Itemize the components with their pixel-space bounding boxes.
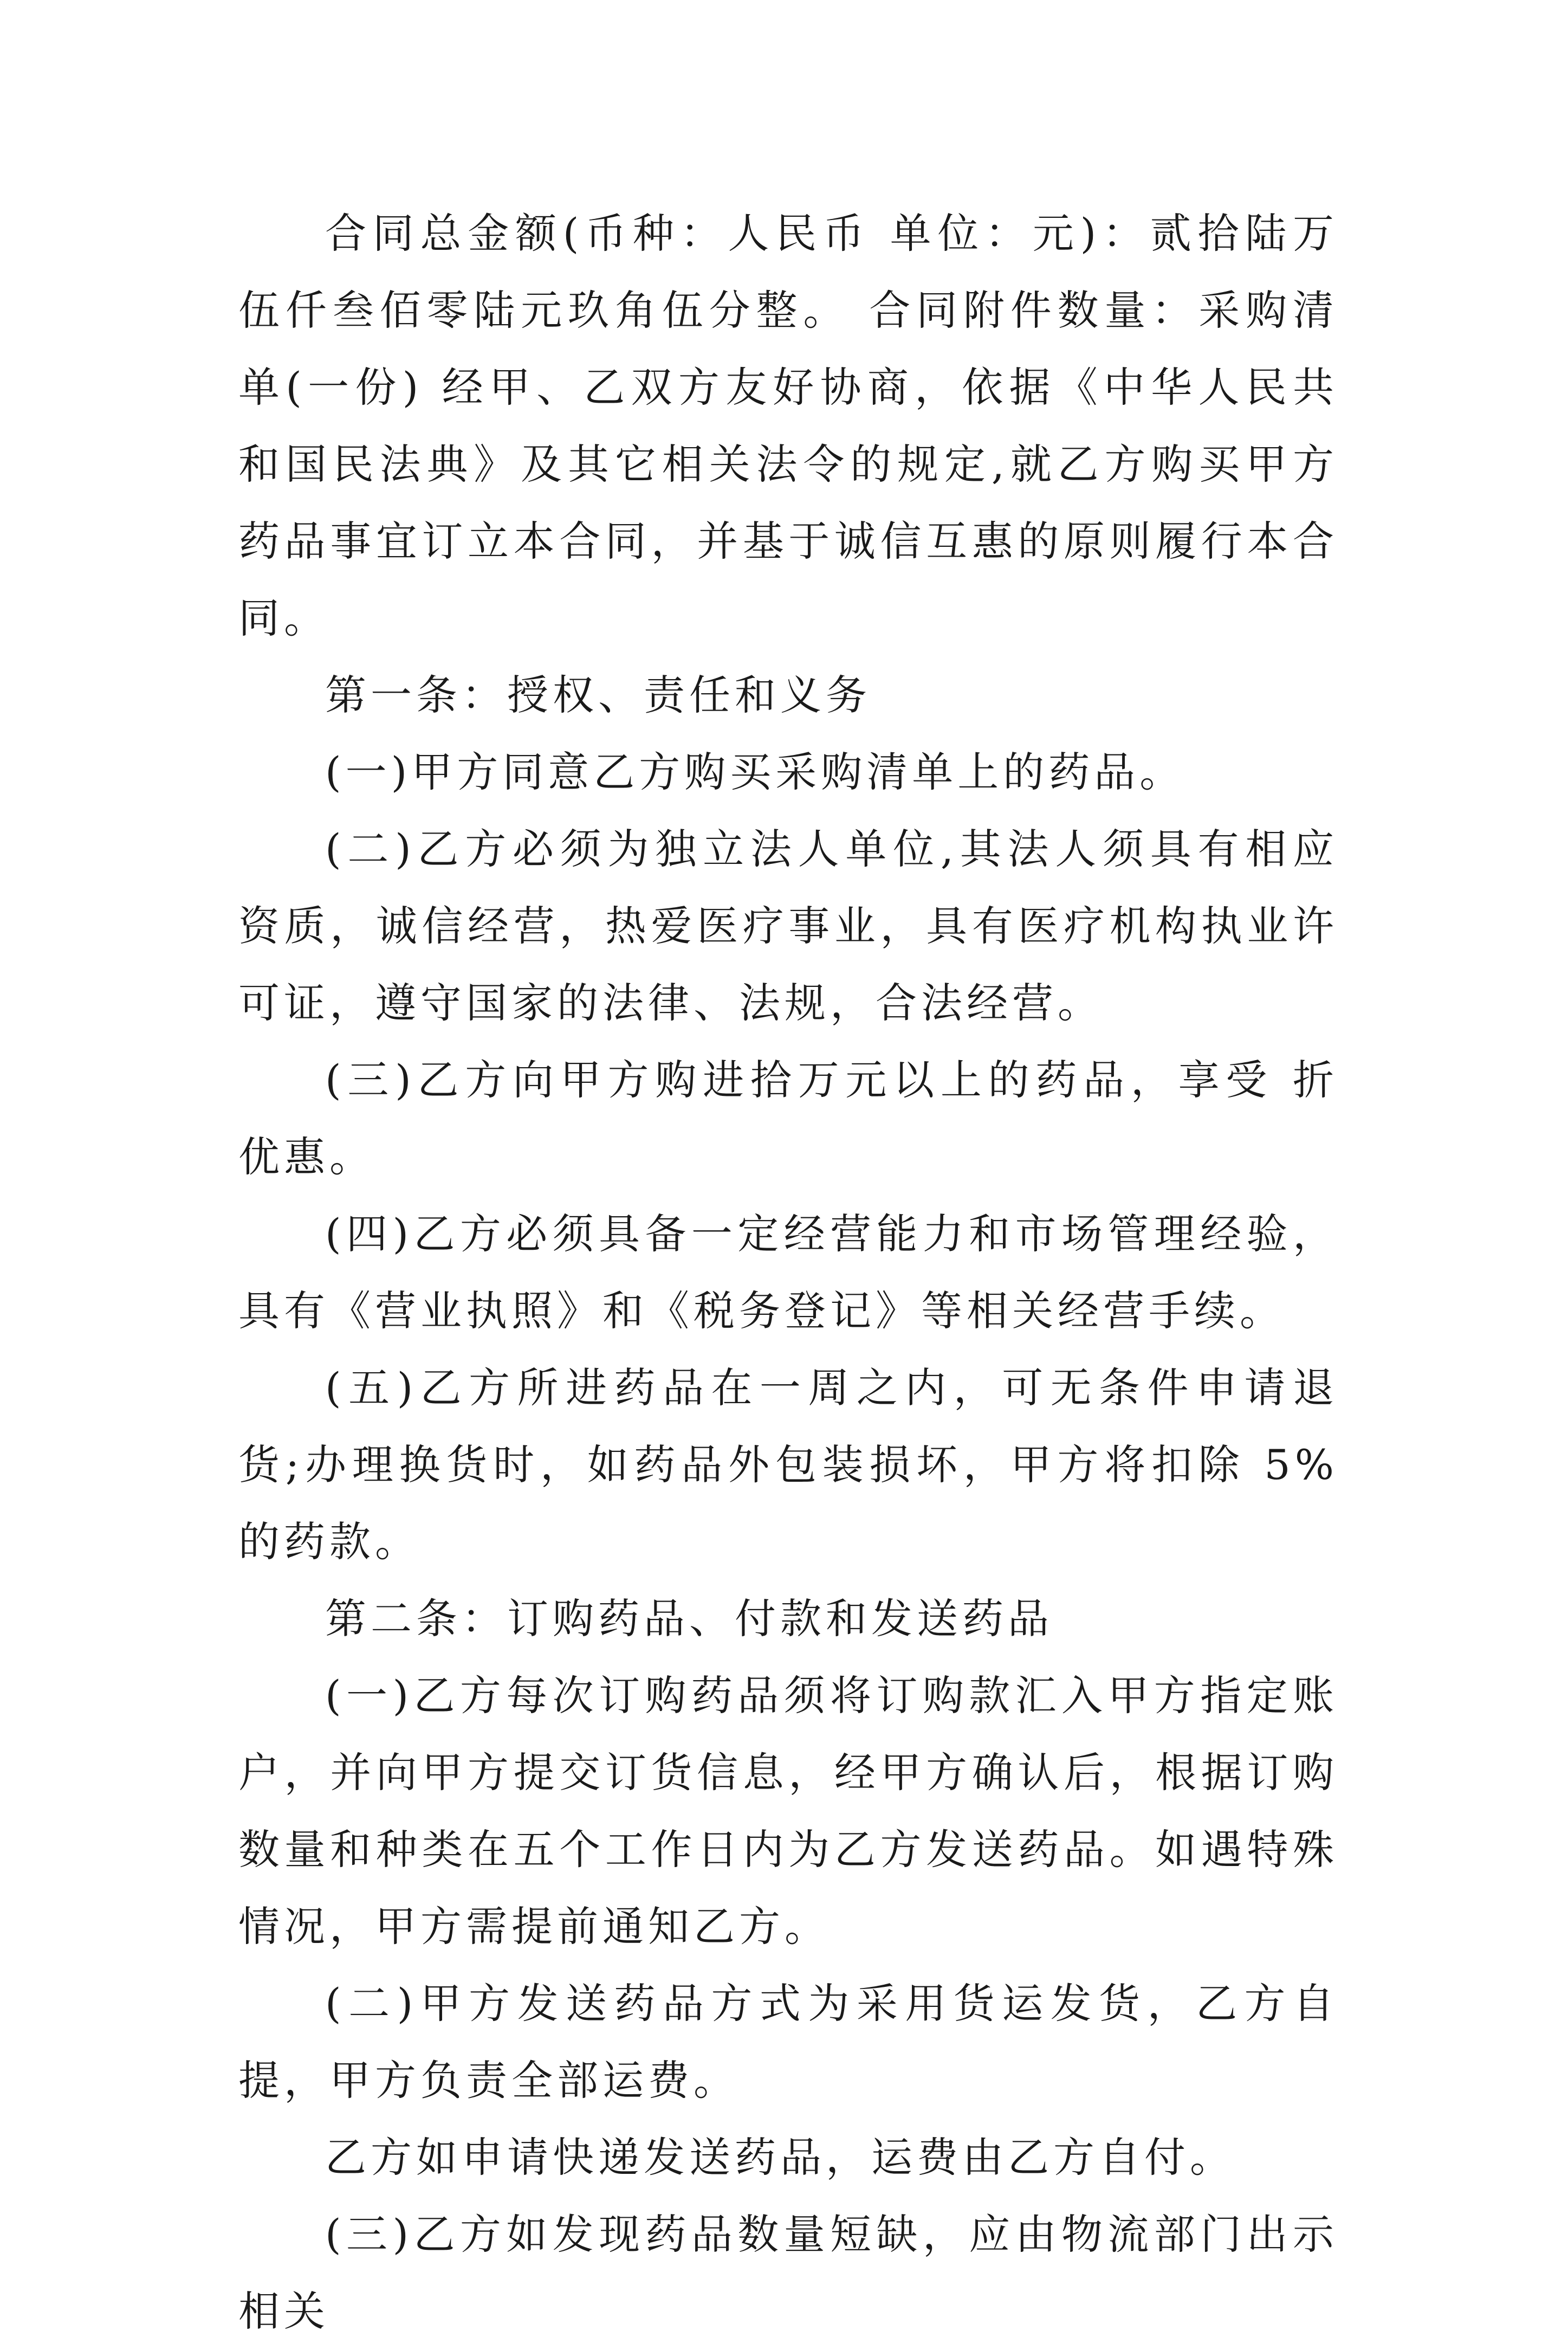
article-1-clause-1: (一)甲方同意乙方购买采购清单上的药品。 <box>325 748 1185 796</box>
article-2-clause-2: (二)甲方发送药品方式为采用货运发货，乙方自提，甲方负责全部运费。 <box>238 1979 1338 2104</box>
contract-body <box>238 195 1338 2350</box>
article-2-express-note: 乙方如申请快递发送药品，运费由乙方自付。 <box>325 2133 1235 2181</box>
article-1-clause-5: (五)乙方所进药品在一周之内，可无条件申请退货;办理换货时，如药品外包装损坏，甲方将扣除 5%的药款。 <box>238 1364 1338 1566</box>
article-1-heading: 第一条：授权、责任和义务 <box>325 671 871 719</box>
article-1-clause-3: (三)乙方向甲方购进拾万元以上的药品，享受 折优惠。 <box>238 1056 1338 1181</box>
article-2-clause-3: (三)乙方如发现药品数量短缺，应由物流部门出示相关 <box>238 2210 1338 2335</box>
article-1-clause-4: (四)乙方必须具备一定经营能力和市场管理经验，具有《营业执照》和《税务登记》等相关经营手续。 <box>238 1210 1338 1335</box>
paragraph-contract-amount: 合同总金额(币种：人民币 单位：元)：贰拾陆万伍仟叁佰零陆元玖角伍分整。 合同附件数量：采购清单(一份) 经甲、乙双方友好协商，依据《中华人民共和国民法典》及其它相关法令的规定,就乙方购买甲方药品事宜订立本合同，并基于诚信互惠的原则履行本合同。 <box>238 209 1338 642</box>
article-1-clause-2: (二)乙方必须为独立法人单位,其法人须具有相应资质，诚信经营，热爱医疗事业，具有医疗机构执业许可证，遵守国家的法律、法规，合法经营。 <box>238 825 1338 1027</box>
article-2-clause-1: (一)乙方每次订购药品须将订购款汇入甲方指定账户，并向甲方提交订货信息，经甲方确认后，根据订购数量和种类在五个工作日内为乙方发送药品。如遇特殊情况，甲方需提前通知乙方。 <box>238 1671 1338 1951</box>
article-2-heading: 第二条：订购药品、付款和发送药品 <box>325 1594 1053 1643</box>
